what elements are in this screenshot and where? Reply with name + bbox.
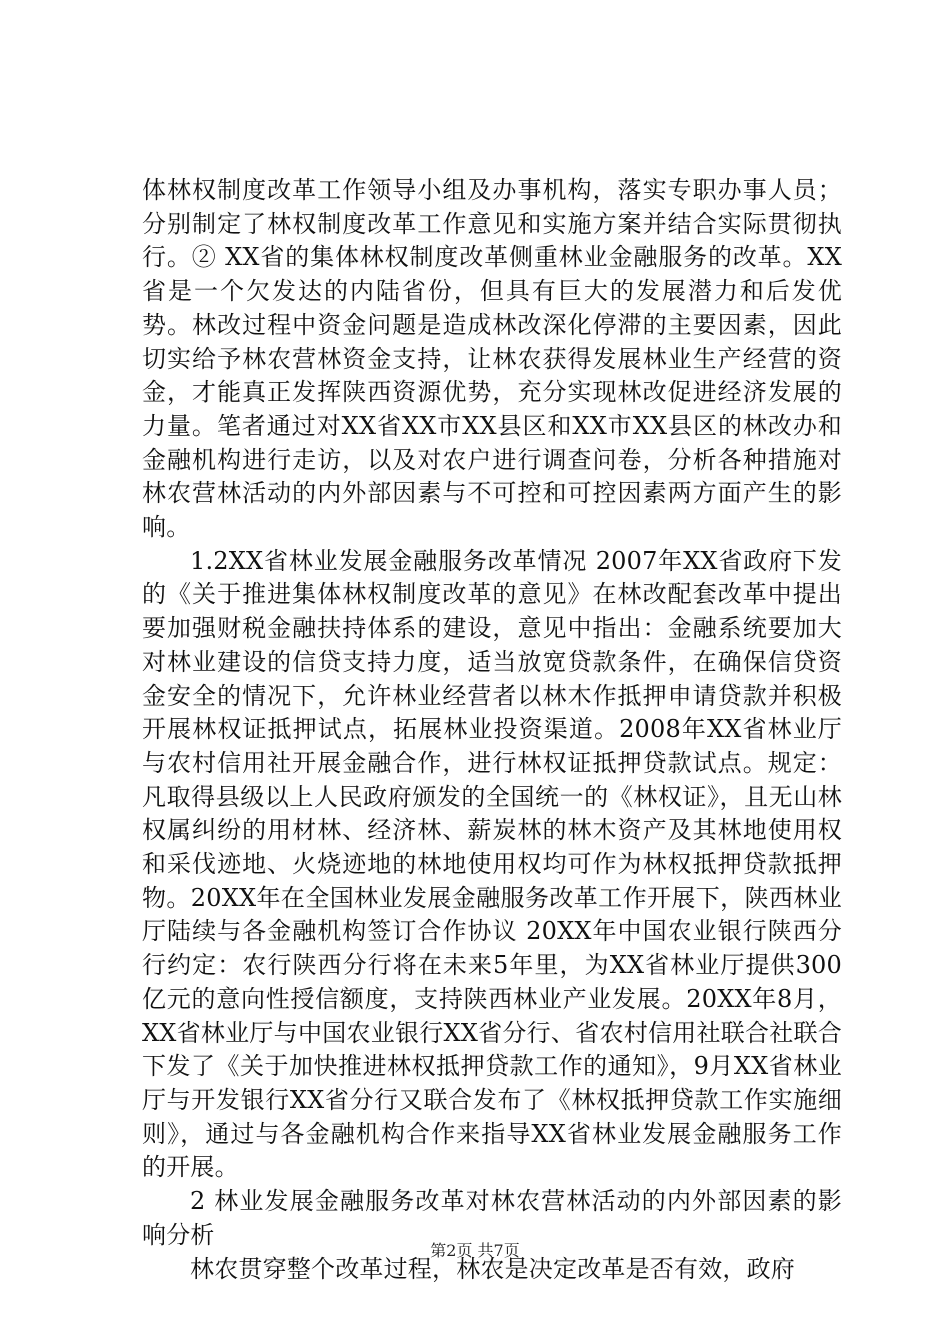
page-footer: 第2页 共7页: [430, 1241, 520, 1260]
paragraph-2: 1.2XX省林业发展金融服务改革情况 2007年XX省政府下发的《关于推进集体林权制度改革的意见》在林改配套改革中提出要加强财税金融扶持体系的建设，意见中指出：金融系统要加大对林业建设的信贷支持力度，适当放宽贷款条件，在确保信贷资金安全的情况下，允许林业经营者以林木作抵押申请贷款并积极开展林权证抵押试点，拓展林业投资渠道。2008年XX省林业厅与农村信用社开展金融合作，进行林权证抵押贷款试点。规定：凡取得县级以上人民政府颁发的全国统一的《林权证》，且无山林权属纠纷的用材林、经济林、薪炭林的林木资产及其林地使用权和采伐迹地、火烧迹地的林地使用权均可作为林权抵押贷款抵押物。20XX年在全国林业发展金融服务改革工作开展下，陕西林业厅陆续与各金融机构签订合作协议 20XX年中国农业银行陕西分行约定：农行陕西分行将在未来5年里，为XX省林业厅提供300亿元的意向性授信额度，支持陕西林业产业发展。20XX年8月，XX省林业厅与中国农业银行XX省分行、省农村信用社联合社联合下发了《关于加快推进林权抵押贷款工作的通知》，9月XX省林业厅与开发银行XX省分行又联合发布了《林权抵押贷款工作实施细则》，通过与各金融机构合作来指导XX省林业发展金融服务工作的开展。: [142, 546, 842, 1182]
document-body: [142, 174, 842, 1286]
section-heading: 2 林业发展金融服务改革对林农营林活动的内外部因素的影响分析: [142, 1187, 842, 1249]
paragraph-3: 林农贯穿整个改革过程，林农是决定改革是否有效，政府: [190, 1254, 795, 1283]
paragraph-1: 体林权制度改革工作领导小组及办事机构，落实专职办事人员；分别制定了林权制度改革工作意见和实施方案并结合实际贯彻执行。② XX省的集体林权制度改革侧重林业金融服务的改革。XX省是一个欠发达的内陆省份，但具有巨大的发展潜力和后发优势。林改过程中资金问题是造成林改深化停滞的主要因素，因此切实给予林农营林资金支持，让林农获得发展林业生产经营的资金，才能真正发挥陕西资源优势，充分实现林改促进经济发展的力量。笔者通过对XX省XX市XX县区和XX市XX县区的林改办和金融机构进行走访，以及对农户进行调查问卷，分析各种措施对林农营林活动的内外部因素与不可控和可控因素两方面产生的影响。: [142, 176, 842, 542]
